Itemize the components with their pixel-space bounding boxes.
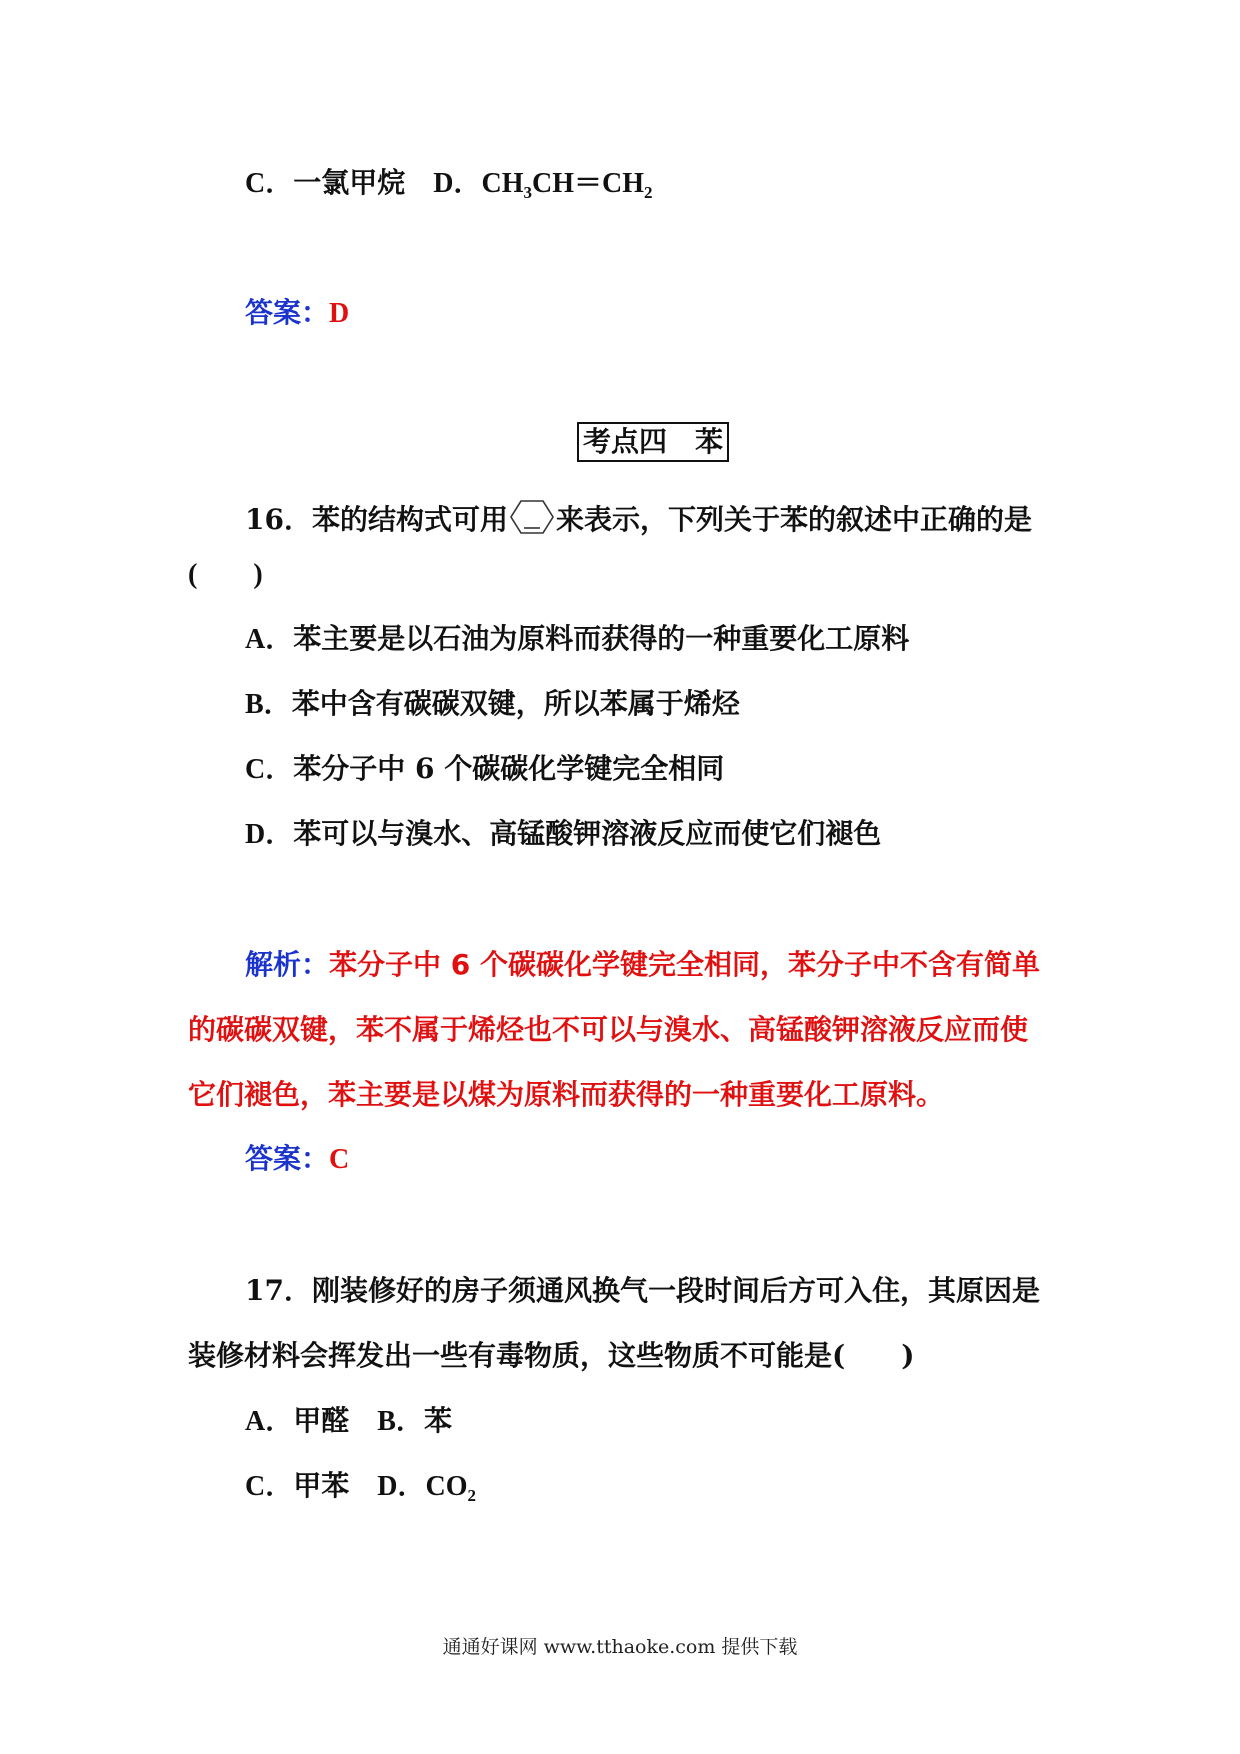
benzene-structure-icon [510,499,554,535]
q16-option-d: D．苯可以与溴水、高锰酸钾溶液反应而使它们褪色 [245,817,882,850]
q17-options-cd: C．甲苯 D．$CO_2$ [245,1469,476,1505]
q17-option-d-formula: $CO_2$ [425,1471,476,1505]
answer-label: 答案： [245,1142,330,1175]
q16-analysis-line-2: 的碳碳双键，苯不属于烯烃也不可以与溴水、高锰酸钾溶液反应而使 [188,1013,1029,1046]
answer-value: C [329,1144,350,1175]
q17-stem-line-1: 17．刚装修好的房子须通风换气一段时间后方可入住，其原因是 [245,1274,1040,1307]
q17-stem-line-2: 装修材料会挥发出一些有毒物质，这些物质不可能是( ) [188,1339,915,1372]
q15-option-d-formula: $CH_3CH=CH_2$ [481,168,653,202]
page-footer: 通通好课网 www.tthaoke.com 提供下载 [442,1636,798,1658]
q16-stem-pre: 16．苯的结构式可用 [245,503,508,536]
q16-option-c: C．苯分子中 6 个碳碳化学键完全相同 [245,752,725,785]
q15-options-cd [245,165,653,211]
q16-option-a: A．苯主要是以石油为原料而获得的一种重要化工原料 [245,622,910,655]
q15-option-c-label: C． [245,168,294,199]
answer-label: 答案： [245,296,330,329]
q15-option-c-text: 一氯甲烷 [293,166,406,199]
section-heading: 考点四 苯 [577,422,729,462]
q16-answer [245,1141,349,1178]
q16-stem-post: 来表示，下列关于苯的叙述中正确的是 [555,503,1032,536]
q16-analysis-line-3: 它们褪色，苯主要是以煤为原料而获得的一种重要化工原料。 [188,1078,945,1111]
analysis-label: 解析： [245,948,330,981]
q16-option-b: B．苯中含有碳碳双键，所以苯属于烯烃 [245,687,740,720]
answer-value: D [329,298,350,329]
q15-option-d-label: D． [433,168,482,199]
q15-answer [245,295,349,332]
q17-options-ab: A．甲醛 B．苯 [245,1404,452,1437]
q16-analysis-line-1: 解析：苯分子中 6 个碳碳化学键完全相同，苯分子中不含有简单 [245,948,1040,981]
q16-blank: ( ) [188,559,263,590]
q16-stem [245,499,1032,538]
